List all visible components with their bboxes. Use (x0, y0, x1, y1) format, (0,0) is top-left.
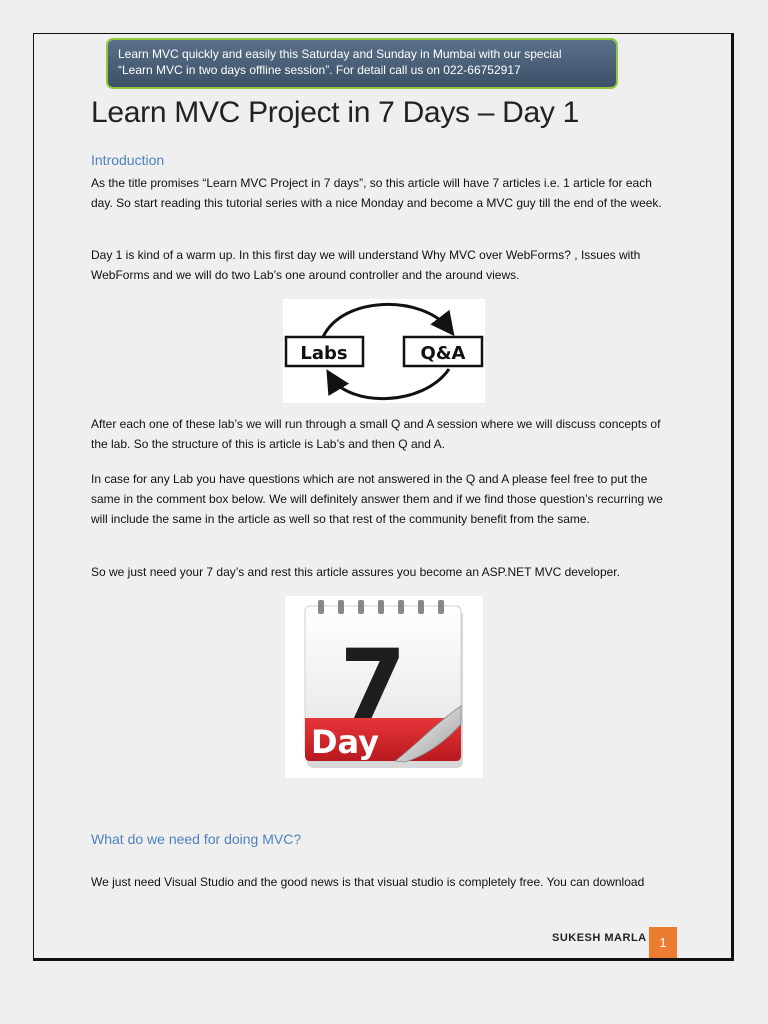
banner-line-2: “Learn MVC in two days offline session”. For detail call us on 022-66752917 (118, 63, 521, 77)
page-title: Learn MVC Project in 7 Days – Day 1 (91, 96, 580, 129)
page-number-badge: 1 (649, 927, 677, 958)
paragraph-2: Day 1 is kind of a warm up. In this first day we will understand Why MVC over WebForms? , Issues with WebForms and we will do two Lab’s one around controller and the around views. (91, 248, 641, 282)
document-page (33, 33, 734, 961)
calendar-number: 7 (339, 629, 407, 741)
labs-qa-figure (283, 299, 485, 403)
calendar-7-day-icon (285, 596, 483, 778)
section-heading-mvc-needs: What do we need for doing MVC? (91, 831, 302, 847)
calendar-day-word: Day (310, 723, 380, 761)
labs-label: Labs (300, 343, 348, 364)
paragraph-5: So we just need your 7 day’s and rest this article assures you become an ASP.NET MVC developer. (91, 565, 620, 579)
footer-author: SUKESH MARLA (552, 932, 647, 944)
calendar-figure (285, 596, 483, 778)
qa-label: Q&A (420, 343, 466, 364)
intro-heading: Introduction (91, 152, 165, 168)
paragraph-4: In case for any Lab you have questions which are not answered in the Q and A please feel free to put the same in the comment box below. We will definitely answer them and if we find those question’s recurring we will include the same in the article as well so that rest of the community benefit from the same. (91, 472, 663, 526)
promo-banner[interactable] (108, 40, 616, 87)
top-arrow (323, 304, 449, 337)
section2-paragraph: We just need Visual Studio and the good news is that visual studio is completely free. You can download (91, 875, 645, 889)
banner-line-1: Learn MVC quickly and easily this Saturday and Sunday in Mumbai with our special (118, 47, 562, 61)
labs-qa-cycle-diagram (283, 299, 485, 403)
paragraph-3: After each one of these lab’s we will run through a small Q and A session where we will discuss concepts of the lab. So the structure of this is article is Lab’s and then Q and A. (91, 417, 661, 451)
bottom-arrow (331, 369, 449, 399)
paragraph-1: As the title promises “Learn MVC Project in 7 days”, so this article will have 7 articles i.e. 1 article for each day. So start reading this tutorial series with a nice Monday and become a MVC guy till the end of the week. (91, 176, 662, 210)
